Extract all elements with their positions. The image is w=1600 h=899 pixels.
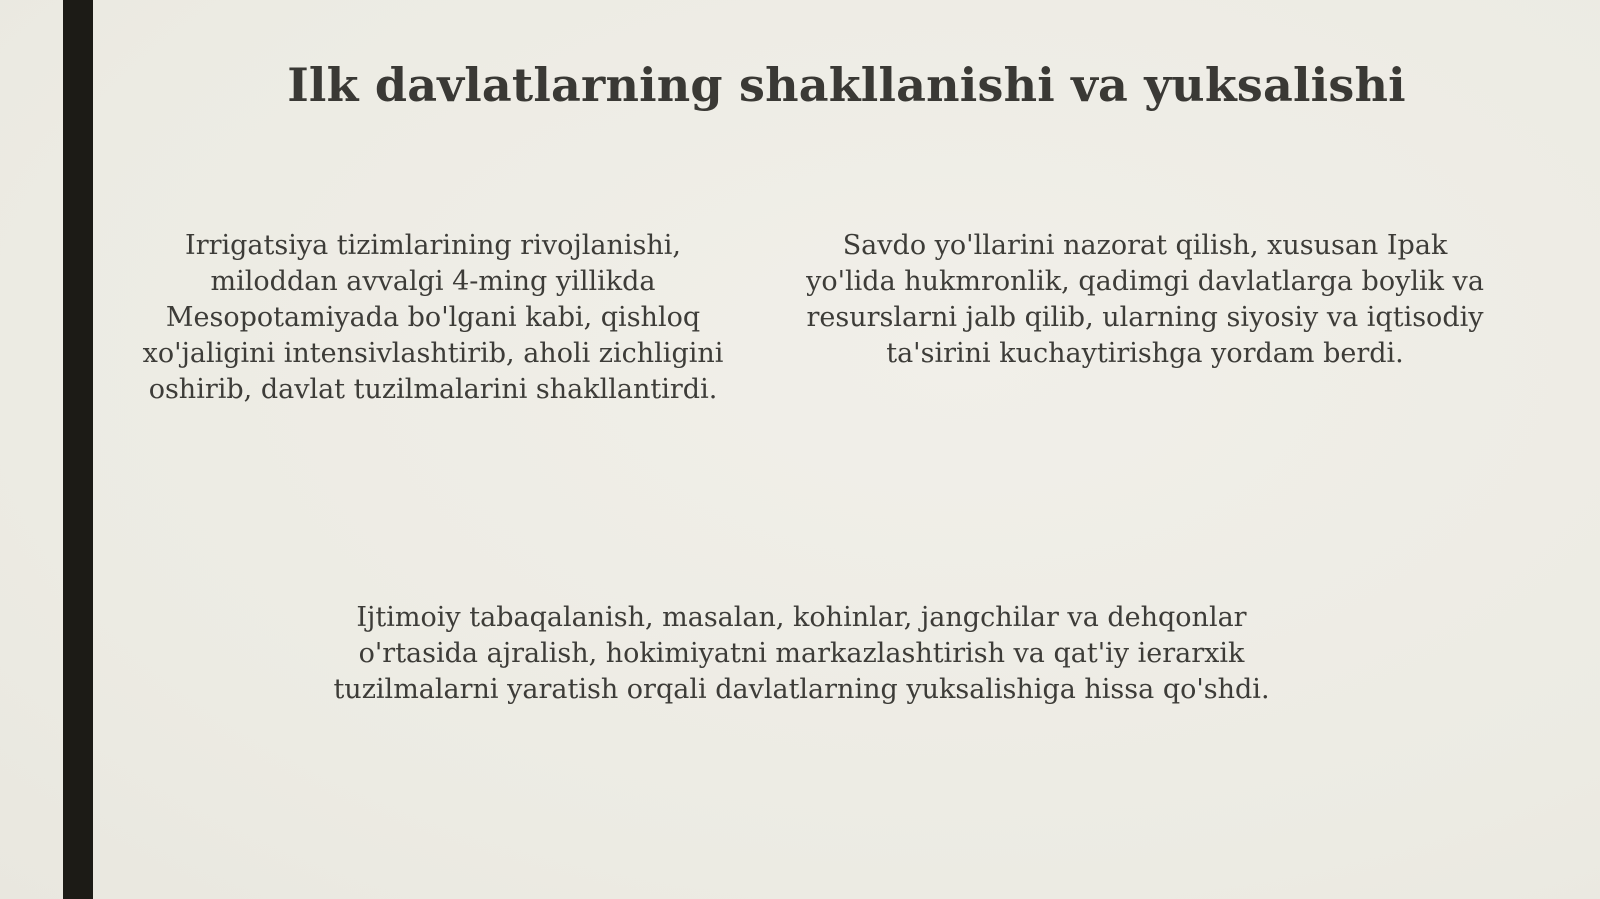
accent-side-bar bbox=[63, 0, 93, 899]
paragraph-social-stratification: Ijtimoiy tabaqalanish, masalan, kohinlar, jangchilar va dehqonlar o'rtasida ajralish, hokimiyatni markazlashtirish va qat'iy ierarxik tuzilmalarni yaratish orqali davlatlarning yuksalishiga hissa qo'shdi. bbox=[333, 602, 1270, 705]
slide-title: Ilk davlatlarning shakllanishi va yuksalishi bbox=[287, 58, 1406, 112]
paragraph-irrigation: Irrigatsiya tizimlarining rivojlanishi, miloddan avvalgi 4-ming yillikda Mesopotamiyada bo'lgani kabi, qishloq xo'jaligini intensivlashtirib, aholi zichligini oshirib, davlat tuzilmalarini shakllantirdi. bbox=[142, 230, 724, 405]
paragraph-trade-routes: Savdo yo'llarini nazorat qilish, xususan Ipak yo'lida hukmronlik, qadimgi davlatlarga boylik va resurslarni jalb qilib, ularning siyosiy va iqtisodiy ta'sirini kuchaytirishga yordam berdi. bbox=[806, 230, 1484, 369]
